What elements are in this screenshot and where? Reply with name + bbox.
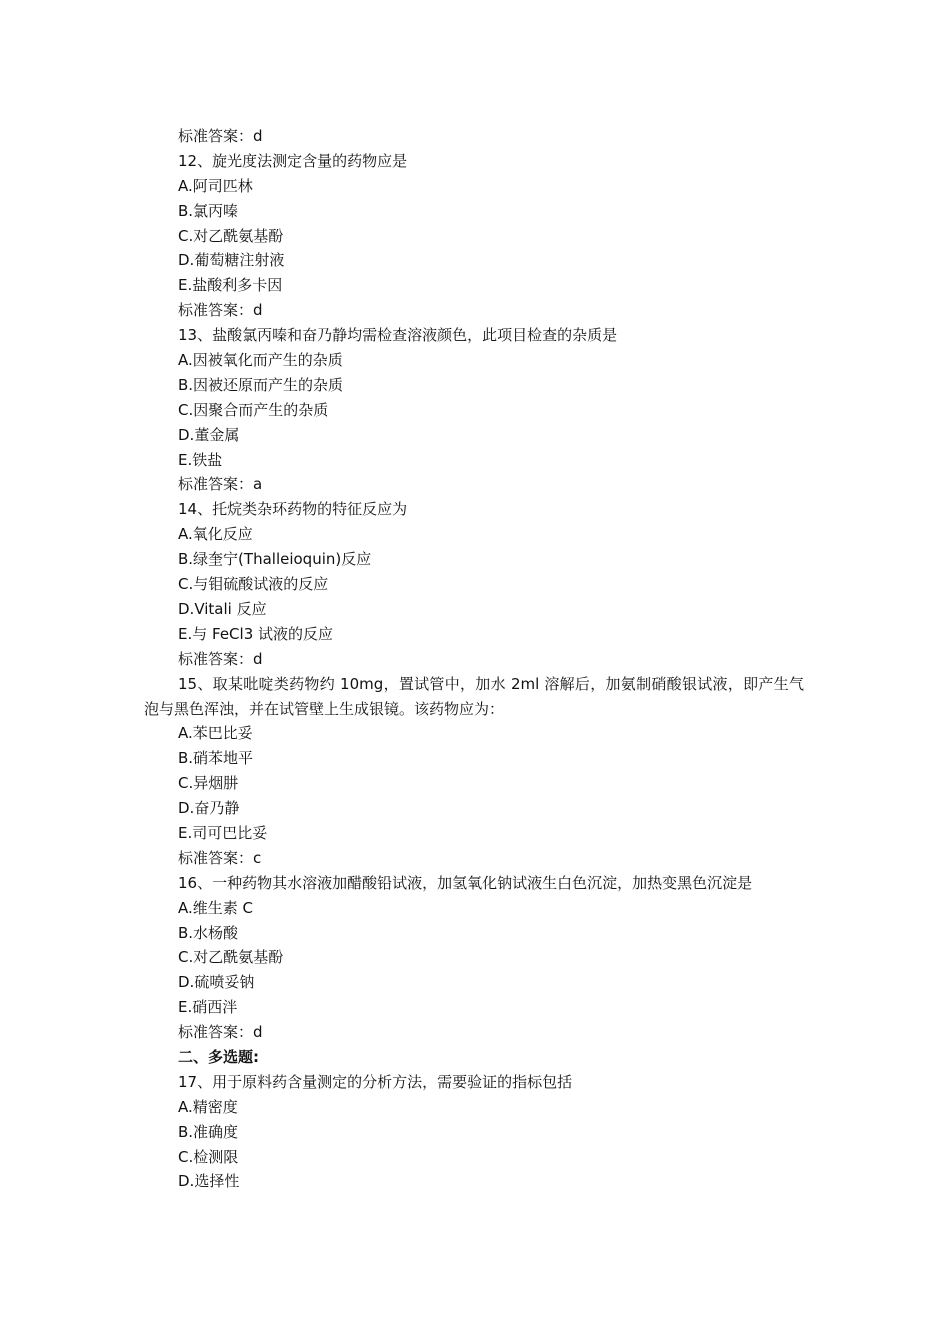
option-line: A.苯巴比妥 xyxy=(178,724,253,743)
option-line: A.精密度 xyxy=(178,1097,238,1116)
question-16: 16、一种药物其水溶液加醋酸铅试液，加氢氧化钠试液生白色沉淀，加热变黑色沉淀是 xyxy=(178,873,753,892)
option-line: B.因被还原而产生的杂质 xyxy=(178,375,344,394)
option-line: C.异烟肼 xyxy=(178,774,239,793)
option-line: B.绿奎宁(Thalleioquin)反应 xyxy=(178,550,372,569)
option-line: B.准确度 xyxy=(178,1122,239,1141)
option-line: C.检测限 xyxy=(178,1147,239,1166)
answer-line: 标准答案：c xyxy=(178,848,262,867)
option-line: D.董金属 xyxy=(178,425,240,444)
option-line: E.硝西泮 xyxy=(178,998,238,1017)
option-line: B.硝苯地平 xyxy=(178,749,254,768)
option-line: A.维生素 C xyxy=(178,898,254,917)
question-12: 12、旋光度法测定含量的药物应是 xyxy=(178,151,408,170)
question-13: 13、盐酸氯丙嗪和奋乃静均需检查溶液颜色，此项目检查的杂质是 xyxy=(178,326,618,345)
section-heading: 二、多选题: xyxy=(178,1048,259,1066)
option-line: D.葡萄糖注射液 xyxy=(178,251,285,270)
option-line: D.奋乃静 xyxy=(178,799,240,818)
option-line: A.因被氧化而产生的杂质 xyxy=(178,351,343,370)
answer-line: 标准答案：d xyxy=(178,127,263,145)
question-14: 14、托烷类杂环药物的特征反应为 xyxy=(178,500,408,519)
question-17: 17、用于原料药含量测定的分析方法，需要验证的指标包括 xyxy=(178,1072,573,1091)
answer-line: 标准答案：d xyxy=(178,649,263,668)
option-line: B.氯丙嗪 xyxy=(178,201,239,220)
exam-content xyxy=(144,124,804,1194)
option-line: E.盐酸利多卡因 xyxy=(178,276,283,295)
option-line: C.因聚合而产生的杂质 xyxy=(178,400,329,419)
option-line: C.对乙酰氨基酚 xyxy=(178,226,284,245)
option-line: C.与钼硫酸试液的反应 xyxy=(178,575,329,594)
option-line: E.铁盐 xyxy=(178,450,223,469)
option-line: D.Vitali 反应 xyxy=(178,599,267,618)
option-line: B.水杨酸 xyxy=(178,923,239,942)
option-line: D.硫喷妥钠 xyxy=(178,973,255,992)
option-line: E.司可巴比妥 xyxy=(178,823,268,842)
option-line: C.对乙酰氨基酚 xyxy=(178,948,284,967)
answer-line: 标准答案：d xyxy=(178,1023,263,1042)
answer-line: 标准答案：a xyxy=(178,475,263,494)
option-line: A.阿司匹林 xyxy=(178,176,253,195)
answer-line: 标准答案：d xyxy=(178,301,263,320)
option-line: A.氧化反应 xyxy=(178,525,253,544)
option-line: E.与 FeCl3 试液的反应 xyxy=(178,624,334,643)
option-line: D.选择性 xyxy=(178,1172,240,1191)
question-15: 15、取某吡啶类药物约 10mg，置试管中，加水 2ml 溶解后，加氨制硝酸银试液，即产生气泡与黑色浑浊，并在试管壁上生成银镜。该药物应为： xyxy=(144,674,804,718)
